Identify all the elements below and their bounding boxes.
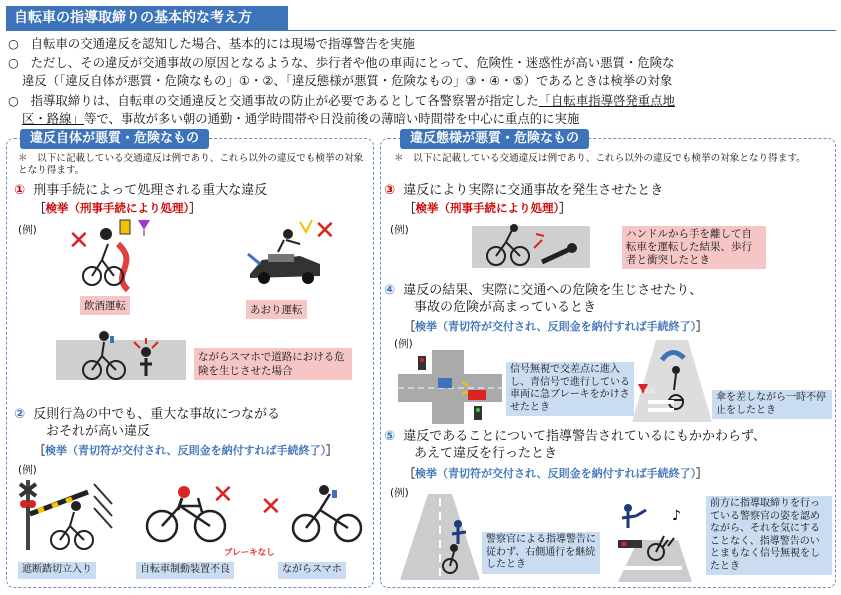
label-road-rage: あおり運転 <box>246 300 307 319</box>
phone-riding-illustration <box>288 484 368 544</box>
label-signal-violation: 信号無視で交差点に進入し、青信号で進行している車両に急ブレーキをかけさせたとき <box>506 362 634 416</box>
umbrella-stop-illustration <box>632 340 712 422</box>
label-phone-riding: ながらスマホ <box>278 562 346 579</box>
prohibited-x-icon: ✕ <box>212 480 234 510</box>
bullet-text: ただし、その違反が交通事故の原因となるような、歩行者や他の車両にとって、危険性・迷惑性が高い悪質・危険な <box>30 55 675 70</box>
bracket: ［ <box>34 201 46 215</box>
bracket: ［ <box>34 444 45 457</box>
svg-text:♪: ♪ <box>672 508 681 524</box>
right-s5-tag <box>404 465 707 481</box>
police-signal-illustration <box>608 500 692 582</box>
label-wrong-side: 警察官による指導警告に従わず、右側通行を継続したとき <box>482 532 600 574</box>
section-number: ① <box>14 183 26 198</box>
prohibited-x-icon: ✕ <box>260 492 282 522</box>
right-s3-tag <box>404 200 571 216</box>
right-s3-example: (例) <box>390 224 409 236</box>
label-brake-defect: 自転車制動装置不良 <box>136 562 234 579</box>
left-panel-title: 違反自体が悪質・危険なもの <box>20 129 209 149</box>
left-section-1 <box>14 182 267 199</box>
label-drunk-riding: 飲酒運転 <box>80 296 130 315</box>
bullet-text: 自転車の交通違反を認知した場合、基本的には現場で指導警告を実施 <box>30 36 415 51</box>
bullet-2-cont: 違反（「違反自体が悪質・危険なもの」①・②、「違反態様が悪質・危険なもの」③・④・⑤）であるときは検挙の対象 <box>22 73 673 88</box>
bracket: ］ <box>189 201 201 215</box>
label-railroad-crossing: 遮断踏切立入り <box>18 562 96 579</box>
bullet-3 <box>8 93 838 110</box>
section-text: 反則行為の中でも、重大な事故につながる <box>33 407 281 422</box>
bullet-1 <box>8 36 838 53</box>
collision-illustration <box>472 222 590 272</box>
bracket: ］ <box>559 201 571 215</box>
left-s2-example: (例) <box>18 464 37 476</box>
label-police-signal: 前方に指導取締りを行っている警察官の姿を認めながら、それを気にすることなく、指導警告のいとまもなく信号無視をしたとき <box>706 496 832 575</box>
wrong-side-riding-illustration <box>400 494 480 580</box>
section-number: ④ <box>384 283 396 298</box>
tag-text: 検挙（青切符が交付され、反則金を納付すれば手続終了） <box>415 467 697 480</box>
section-text: 刑事手続によって処理される重大な違反 <box>33 183 268 198</box>
right-panel-title: 違反態様が悪質・危険なもの <box>400 129 589 149</box>
bullet-text: 等で、事故が多い朝の通勤・通学時間帯や日没前後の薄暗い時間帯を中心に重点的に実施 <box>83 111 580 126</box>
bullet-mark: ○ <box>8 55 19 70</box>
section-number: ③ <box>384 183 396 198</box>
bracket: ］ <box>326 444 338 457</box>
section-number: ② <box>14 407 26 422</box>
bullet-mark: ○ <box>8 36 19 51</box>
intersection-illustration <box>398 350 502 424</box>
label-umbrella-stop: 傘を差しながら一時不停止をしたとき <box>712 390 832 419</box>
stop-sign-text: 止まれ <box>637 388 656 395</box>
bracket: ［ <box>404 320 415 333</box>
right-section-3 <box>384 182 663 199</box>
bracket: ［ <box>404 201 416 215</box>
section-text: 違反の結果、実際に交通への危険を生じさせたり、 <box>403 283 703 298</box>
right-section-4 <box>384 282 702 299</box>
tag-text: 検挙（刑事手続により処理） <box>45 201 190 215</box>
left-section-2-cont: おそれが高い違反 <box>46 424 151 439</box>
railroad-crossing-illustration <box>18 474 118 560</box>
left-section-2 <box>14 406 280 423</box>
brake-note: ブレーキなし <box>224 548 275 558</box>
phone-riding-danger-illustration <box>56 330 186 388</box>
section-text: 違反により実際に交通事故を発生させたとき <box>403 183 664 198</box>
page-title: 自転車の指導取締りの基本的な考え方 <box>6 6 288 30</box>
right-note: ＊ 以下に記載している交通違反は例であり、これら以外の違反でも検挙の対象となり得ます。 <box>394 153 806 164</box>
bullet-mark: ○ <box>8 93 19 108</box>
bullet-3-cont <box>22 111 841 128</box>
tag-text: 検挙（青切符が交付され、反則金を納付すれば手続終了） <box>45 444 327 457</box>
left-s2-tag <box>34 442 337 458</box>
title-underline <box>6 30 836 31</box>
section-text: 違反であることについて指導警告されているにもかかわらず、 <box>403 429 766 444</box>
right-section-5-cont: あえて違反を行ったとき <box>414 446 558 461</box>
bullet-text: 指導取締りは、自転車の交通違反と交通事故の防止が必要であるとして各警察署が指定した <box>30 93 539 108</box>
right-s4-example: (例) <box>394 338 413 350</box>
left-s1-example: (例) <box>18 224 37 236</box>
right-section-5 <box>384 428 766 445</box>
section-number: ⑤ <box>384 429 396 444</box>
bracket: ［ <box>404 467 415 480</box>
bracket: ］ <box>696 320 708 333</box>
right-s5-example: (例) <box>390 487 409 499</box>
prohibited-x-icon: ✕ <box>68 226 90 256</box>
left-note: ＊ 以下に記載している交通違反は例であり、これら以外の違反でも検挙の対象となり得ます。 <box>18 153 364 176</box>
tag-text: 検挙（青切符が交付され、反則金を納付すれば手続終了） <box>415 320 697 333</box>
right-s4-tag <box>404 318 707 334</box>
tag-text: 検挙（刑事手続により処理） <box>415 201 560 215</box>
bullet-highlight: 区・路線」 <box>22 111 84 126</box>
label-collision: ハンドルから手を離して自転車を運転した結果、歩行者と衝突したとき <box>622 226 766 269</box>
bullet-highlight: 「自転車指導啓発重点地 <box>538 93 675 108</box>
right-section-4-cont: 事故の危険が高まっているとき <box>414 300 597 315</box>
bullet-2 <box>8 55 838 72</box>
prohibited-x-icon: ✕ <box>314 216 336 246</box>
label-phone-danger: ながらスマホで道路における危険を生じさせた場合 <box>194 348 352 380</box>
bracket: ］ <box>696 467 708 480</box>
